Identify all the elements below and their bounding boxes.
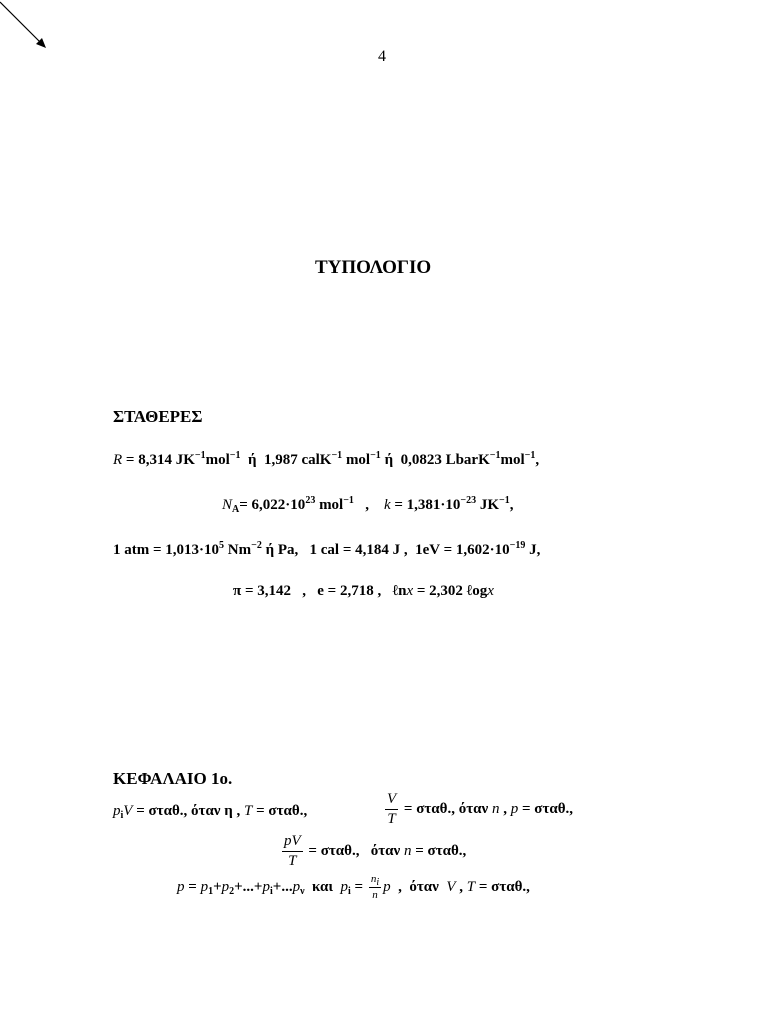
symbol-n: n — [403, 842, 412, 859]
denominator: T — [288, 853, 297, 869]
exponent: 23 — [305, 495, 316, 506]
text: = σταθ., — [518, 800, 574, 817]
symbol-R: R — [113, 452, 123, 468]
exponent: −1 — [370, 450, 381, 461]
exponent: −1 — [524, 450, 536, 461]
text: = σταθ., — [252, 803, 308, 819]
equation-combined-gas-law — [280, 834, 466, 869]
symbol-T: T — [466, 878, 476, 895]
text: mol — [500, 452, 525, 468]
subscript: i — [376, 877, 380, 888]
exponent: −1 — [489, 450, 501, 461]
symbol-V: V — [123, 803, 133, 819]
text: = σταθ., όταν — [400, 800, 492, 817]
symbol-p: p — [383, 878, 391, 895]
subscript: i — [269, 885, 273, 897]
units-line — [113, 542, 540, 559]
symbol-N: N — [222, 497, 233, 513]
symbol-n: n — [491, 800, 500, 817]
text: και — [304, 878, 341, 895]
text: , — [509, 497, 514, 513]
text: = σταθ., — [411, 842, 467, 859]
text: , — [353, 497, 384, 513]
text: mol — [315, 497, 344, 513]
symbol-p: p — [292, 878, 301, 895]
constants-heading: ΣΤΑΘΕΡΕΣ — [113, 407, 203, 426]
text: JK — [476, 497, 500, 513]
symbol-p: p — [510, 800, 519, 817]
symbol-p: p — [113, 803, 121, 819]
text: ή Pa, 1 cal = 4,184 J , 1eV = 1,602·10 — [261, 542, 510, 558]
gas-constant-line — [113, 452, 539, 469]
text: = — [350, 878, 367, 895]
symbol-x: x — [406, 583, 414, 599]
text: = 1,381·10 — [390, 497, 461, 513]
equation-dalton — [177, 874, 530, 901]
text: , — [455, 878, 467, 895]
page-title: ΤΥΠΟΛΟΓΙΟ — [315, 257, 432, 278]
text: 1 atm = 1,013·10 — [113, 542, 220, 558]
avogadro-boltzmann-line — [222, 497, 514, 514]
symbol-x: x — [487, 583, 494, 599]
symbol-p: p — [200, 878, 209, 895]
text: , — [499, 800, 511, 817]
text: = — [184, 878, 201, 895]
symbol-n: n — [370, 873, 377, 885]
exponent: −1 — [194, 450, 206, 461]
text: J, — [525, 542, 541, 558]
symbol-V: V — [446, 878, 456, 895]
text: = σταθ., όταν η , — [132, 803, 245, 819]
text: = 6,022·10 — [239, 497, 306, 513]
exponent: −1 — [331, 450, 343, 461]
symbol-p: p — [262, 878, 270, 895]
text: = 8,314 JK — [122, 452, 195, 468]
text: = σταθ., — [475, 878, 530, 895]
text: = 2,302 ℓog — [413, 583, 488, 599]
corner-arrow-icon — [0, 0, 52, 52]
exponent: −1 — [499, 495, 510, 506]
text: ή 1,987 calK — [240, 452, 332, 468]
text: mol — [205, 452, 230, 468]
text: mol — [342, 452, 371, 468]
exponent: −2 — [251, 540, 262, 551]
subscript: 1 — [208, 885, 214, 897]
numerator: pV — [282, 834, 303, 852]
exponent: −1 — [343, 495, 354, 506]
text: , όταν — [390, 878, 447, 895]
chapter-heading: ΚΕΦΑΛΑΙΟ 1ο. — [113, 769, 233, 788]
fraction-ni-over-n — [369, 874, 381, 901]
numerator: V — [385, 792, 398, 810]
denominator: n — [372, 889, 378, 901]
subscript: i — [347, 885, 351, 897]
symbol-p: p — [221, 878, 230, 895]
exponent: −1 — [229, 450, 241, 461]
subscript: 2 — [229, 885, 235, 897]
equation-charles — [383, 792, 573, 827]
text: +...+ — [234, 878, 263, 895]
equation-boyle — [113, 803, 307, 820]
text: Nm — [224, 542, 252, 558]
math-constants-line — [233, 583, 494, 600]
subscript: A — [232, 504, 240, 515]
text: ή 0,0823 LbarK — [380, 452, 490, 468]
symbol-T: T — [244, 803, 253, 819]
text: +... — [272, 878, 293, 895]
text: π = 3,142 , e = 2,718 , ℓn — [233, 583, 407, 599]
exponent: −23 — [460, 495, 477, 506]
symbol-p: p — [340, 878, 348, 895]
denominator: T — [387, 811, 396, 827]
fraction-V-over-T — [385, 792, 398, 827]
fraction-pV-over-T — [282, 834, 303, 869]
subscript: i — [120, 810, 124, 821]
page-number: 4 — [378, 48, 386, 65]
text: = σταθ., όταν — [304, 842, 404, 859]
exponent: 5 — [219, 540, 225, 551]
text: + — [213, 878, 222, 895]
numerator — [369, 874, 381, 888]
exponent: −19 — [509, 540, 526, 551]
symbol-p: p — [177, 878, 185, 895]
subscript: ν — [300, 885, 305, 897]
symbol-k: k — [383, 497, 391, 513]
text: , — [535, 452, 540, 468]
